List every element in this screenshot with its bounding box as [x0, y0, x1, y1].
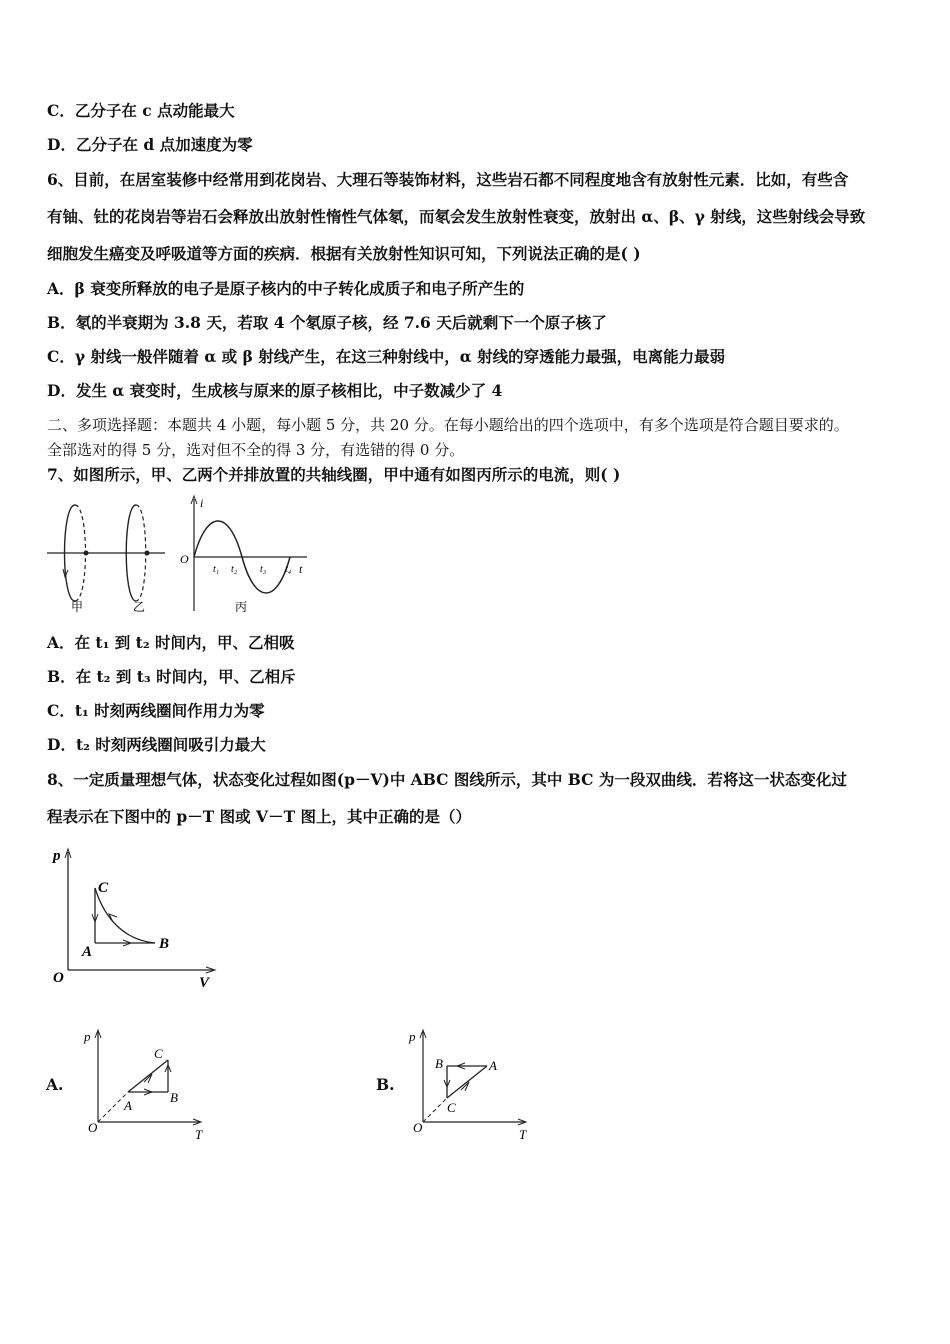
t4-label: t₄	[285, 564, 292, 575]
q7-option-c: C．t₁ 时刻两线圈间作用力为零	[47, 701, 265, 720]
optA-b-label: B	[170, 1090, 178, 1105]
coil2-label: 乙	[133, 600, 146, 614]
q6-option-c: C．γ 射线一般伴随着 α 或 β 射线产生，在这三种射线中，α 射线的穿透能力最强，电离能力最弱	[47, 347, 726, 366]
pv-bc-hyperbola	[95, 888, 155, 943]
coil1-label: 甲	[71, 600, 84, 614]
pv-origin-label: O	[53, 970, 64, 986]
q8-option-b-label: B.	[376, 1075, 395, 1094]
graph-label: 丙	[235, 600, 248, 614]
prev-option-d: D．乙分子在 d 点加速度为零	[47, 135, 253, 154]
q8-option-a-label: A.	[46, 1075, 64, 1094]
q8-option-b-graph	[405, 1022, 540, 1144]
t3-label: t₃	[260, 564, 267, 575]
pv-b-label: B	[159, 936, 170, 952]
q7-stem: 7、如图所示，甲、乙两个并排放置的共轴线圈，甲中通有如图丙所示的电流，则( )	[47, 465, 621, 484]
pv-a-label: A	[82, 944, 93, 960]
q6-option-d: D．发生 α 衰变时，生成核与原来的原子核相比，中子数减少了 4	[47, 381, 503, 400]
optB-c-label: C	[447, 1100, 456, 1115]
q6-stem-line2: 有铀、钍的花岗岩等岩石会释放出放射性惰性气体氡，而氡会发生放射性衰变，放射出 α、β、γ 射线，这些射线会导致	[47, 207, 866, 226]
optB-dashed-line	[423, 1098, 447, 1122]
q7-figure	[45, 493, 310, 615]
q6-stem-line3: 细胞发生癌变及呼吸道等方面的疾病．根据有关放射性知识可知，下列说法正确的是( )	[47, 244, 641, 263]
optB-ca-line	[447, 1066, 487, 1098]
optA-ac-line	[128, 1060, 168, 1092]
q8-pv-graph	[45, 840, 225, 990]
pv-p-label: p	[53, 848, 61, 864]
q7-option-a: A．在 t₁ 到 t₂ 时间内，甲、乙相吸	[47, 633, 295, 652]
q7-option-d: D．t₂ 时刻两线圈间吸引力最大	[47, 735, 266, 754]
optA-p-label: p	[84, 1029, 91, 1044]
pv-v-label: V	[199, 975, 210, 990]
graph-origin-label: O	[180, 552, 189, 566]
optB-origin-label: O	[413, 1120, 423, 1135]
prev-option-c: C．乙分子在 c 点动能最大	[47, 101, 235, 120]
q6-option-b: B．氡的半衰期为 3.8 天，若取 4 个氡原子核，经 7.6 天后就剩下一个原子核了	[47, 313, 607, 332]
section2-heading-line1: 二、多项选择题：本题共 4 小题，每小题 5 分，共 20 分。在每小题给出的四个选项中，有多个选项是符合题目要求的。	[47, 416, 849, 434]
optB-t-label: T	[519, 1127, 527, 1142]
graph-t-label: t	[299, 562, 303, 576]
coil1-center-dot	[84, 551, 89, 556]
q7-option-b: B．在 t₂ 到 t₃ 时间内，甲、乙相斥	[47, 667, 296, 686]
optA-t-label: T	[195, 1127, 203, 1142]
optB-a-label: A	[489, 1058, 497, 1073]
pv-c-label: C	[98, 880, 109, 896]
optA-origin-label: O	[88, 1120, 98, 1135]
graph-i-label: i	[200, 496, 204, 510]
t1-label: t₁	[213, 564, 220, 575]
section2-heading-line2: 全部选对的得 5 分，选对但不全的得 3 分，有选错的得 0 分。	[47, 441, 465, 459]
q8-stem-line2: 程表示在下图中的 p－T 图或 V－T 图上，其中正确的是（）	[47, 807, 472, 826]
q6-option-a: A．β 衰变所释放的电子是原子核内的中子转化成质子和电子所产生的	[47, 279, 525, 298]
coil2-center-dot	[145, 551, 150, 556]
optA-a-label: A	[124, 1098, 132, 1113]
q8-option-a-graph	[80, 1022, 215, 1144]
optB-p-label: p	[409, 1029, 416, 1044]
q6-stem-line1: 6、目前，在居室装修中经常用到花岗岩、大理石等装饰材料，这些岩石都不同程度地含有放射性元素．比如，有些含	[47, 170, 849, 189]
q8-stem-line1: 8、一定质量理想气体，状态变化过程如图(p－V)中 ABC 图线所示，其中 BC 为一段双曲线．若将这一状态变化过	[47, 770, 847, 789]
optA-c-label: C	[154, 1046, 163, 1061]
optB-b-label: B	[435, 1056, 443, 1071]
t2-label: t₂	[231, 564, 238, 575]
